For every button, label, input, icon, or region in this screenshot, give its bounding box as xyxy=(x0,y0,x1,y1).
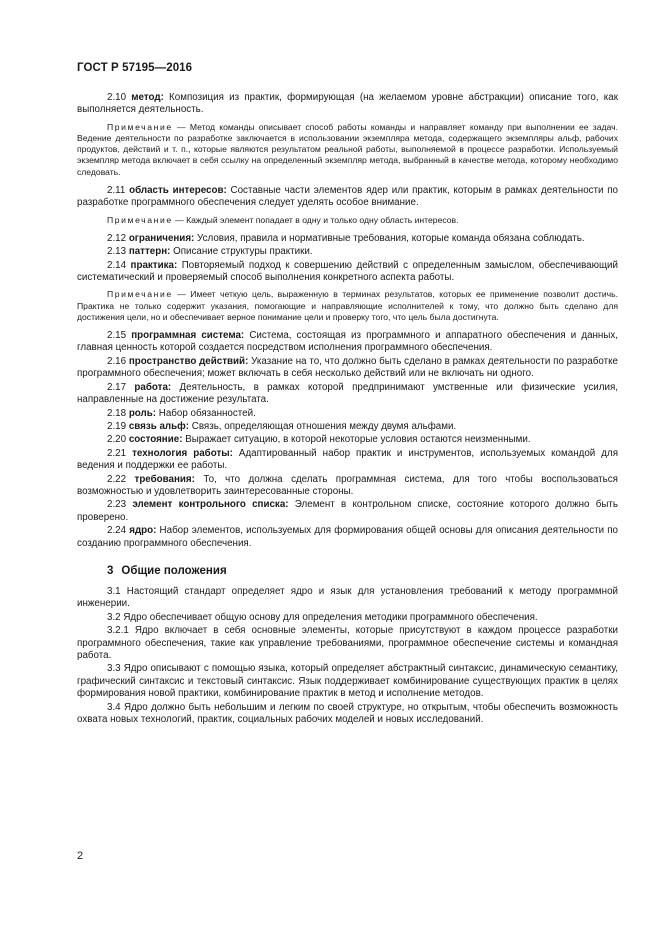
section-3-heading xyxy=(77,564,618,578)
term-2-12 xyxy=(77,233,618,245)
clause-number: 3.1 xyxy=(107,585,121,597)
note-2-10 xyxy=(77,122,618,178)
term-definition: Адаптированный набор практик и инструментов, используемых командой для ведения и поддержки ее работы. xyxy=(77,447,618,472)
term-number: 2.10 xyxy=(107,92,127,103)
section-number: 3 xyxy=(107,564,114,577)
note-label: Примечание xyxy=(107,121,173,132)
term-definition: Выражает ситуацию, в которой некоторые условия остаются неизменными. xyxy=(182,434,531,446)
term-2-16 xyxy=(77,356,618,381)
note-label: Примечание xyxy=(107,289,173,300)
term-definition: Описание структуры практики. xyxy=(170,246,313,258)
term-title: пространство действий: xyxy=(128,355,249,367)
note-2-11 xyxy=(77,215,618,226)
term-2-21 xyxy=(77,448,618,473)
clause-text: Настоящий стандарт определяет ядро и язык для установления требований к методу программной инженерии. xyxy=(77,585,618,610)
clause-3-4 xyxy=(77,702,618,727)
term-number: 2.12 xyxy=(107,232,127,244)
term-number: 2.23 xyxy=(107,499,127,511)
term-title: паттерн: xyxy=(128,246,171,258)
term-title: ограничения: xyxy=(128,232,195,244)
term-number: 2.19 xyxy=(107,420,127,432)
page-number: 2 xyxy=(77,850,84,862)
clause-number: 3.2.1 xyxy=(107,625,129,637)
term-title: связь альф: xyxy=(128,420,190,432)
note-text: — Каждый элемент попадает в одну и только одну область интересов. xyxy=(172,214,459,225)
term-definition: Условия, правила и нормативные требования, которые команда обязана соблюдать. xyxy=(194,232,585,244)
term-2-15 xyxy=(77,330,618,355)
note-label: Примечание xyxy=(107,214,173,225)
term-2-18 xyxy=(77,408,618,420)
term-title: ядро: xyxy=(129,525,157,537)
clause-3-2 xyxy=(77,612,618,624)
term-definition: Набор элементов, используемых для формирования общей основы для описания деятельности по созданию программного обеспечения. xyxy=(77,525,618,549)
term-title: работа: xyxy=(134,381,172,393)
term-2-19 xyxy=(77,421,618,433)
section-title: Общие положения xyxy=(121,564,227,577)
clause-text: Ядро должно быть небольшим и легким по своей структуре, но открытым, чтобы обеспечить возможность охвата новых технологий, практик, социальных рабочих моделей и новых исследований. xyxy=(77,701,618,726)
term-title: элемент контрольного списка: xyxy=(132,499,289,511)
term-2-13 xyxy=(77,246,618,258)
term-2-14 xyxy=(77,260,618,285)
term-title: состояние: xyxy=(128,434,183,446)
document-body xyxy=(77,92,618,727)
clause-3-2-1 xyxy=(77,625,618,662)
term-number: 2.24 xyxy=(107,525,127,537)
term-definition: Указание на то, что должно быть сделано в рамках деятельности по разработке программного обеспечения; может включать в себя несколько действий или не включать ни одного. xyxy=(77,355,618,380)
term-number: 2.11 xyxy=(107,184,126,196)
term-definition: Повторяемый подход к совершению действий с определенным замыслом, обеспечивающий систематический и проверяемый способ выполнения конкретного аспекта работы. xyxy=(77,259,618,284)
term-2-24 xyxy=(77,525,618,550)
term-2-10 xyxy=(77,92,618,117)
term-definition: То, что должна сделать программная система, для того чтобы воспользоваться возможностью и удовлетворить заинтересованные стороны. xyxy=(77,473,618,497)
term-definition: Деятельность, в рамках которой предпринимают умственные или физические усилия, направленные на достижение результата. xyxy=(77,381,618,406)
clause-text: Ядро описывают с помощью языка, который определяет абстрактный синтаксис, динамическую семантику, графический синтаксис и текстовый синтаксис. Язык поддерживает комбинирование существующих практик в целях формирования новой практики, комбинирование практик в метод и исполнение методов. xyxy=(77,663,618,700)
term-number: 2.15 xyxy=(107,330,127,342)
term-definition: Композиция из практик, формирующая (на желаемом уровне абстракции) описание того, как выполняется деятельность. xyxy=(77,92,618,116)
term-definition: Связь, определяющая отношения между двумя альфами. xyxy=(189,420,457,432)
term-2-17 xyxy=(77,382,618,407)
term-number: 2.20 xyxy=(107,434,127,446)
term-title: требования: xyxy=(134,473,195,485)
term-number: 2.18 xyxy=(107,407,127,419)
term-definition: Составные части элементов ядер или практик, которым в рамках деятельности по разработке программного обеспечения следует уделять особое внимание. xyxy=(77,184,618,209)
term-number: 2.16 xyxy=(107,355,127,367)
term-2-11 xyxy=(77,185,618,210)
term-2-22 xyxy=(77,474,618,499)
standard-header: ГОСТ Р 57195—2016 xyxy=(77,62,193,74)
term-2-23 xyxy=(77,499,618,524)
term-title: метод: xyxy=(131,92,164,103)
note-text: — Метод команды описывает способ работы команды и направляет команду при выполнении ее задач. Ведение деятельности по разработке заключается в использовании экземпляра метода, содержащего экземпляры альф, рабочих продуктов, действий и т. п., которые являются результатом реальной работы, выполняемой в процессе разработки. Используемый экземпляр метода включает в себя ссылку на определенный экземпляр метода, выбранный в качестве метода, которому необходимо следовать. xyxy=(77,121,618,177)
clause-text: Ядро обеспечивает общую основу для определения методики программного обеспечения. xyxy=(120,611,538,623)
term-title: область интересов: xyxy=(129,184,227,196)
clause-number: 3.3 xyxy=(107,663,121,675)
note-text: — Имеет четкую цель, выраженную в терминах результатов, которых ее применение позволит достичь. Практика не только содержит указания, помогающие и направляющие исполнителей к тому, что должно быть сделано для достижения цели, но и обеспечивает верное понимание цели и проверку того, что цель была достигнута. xyxy=(77,289,618,322)
term-number: 2.22 xyxy=(107,473,127,485)
note-2-14 xyxy=(77,289,618,323)
term-number: 2.14 xyxy=(107,259,127,271)
term-title: технология работы: xyxy=(132,447,233,459)
term-definition: Система, состоящая из программного и аппаратного обеспечения и данных, главная ценность которой создается посредством исполнения программного обеспечения. xyxy=(77,330,618,354)
clause-number: 3.2 xyxy=(107,611,121,623)
term-number: 2.13 xyxy=(107,246,127,258)
clause-number: 3.4 xyxy=(107,701,121,713)
term-number: 2.21 xyxy=(107,447,127,459)
term-definition: Элемент в контрольном списке, состояние которого должно быть проверено. xyxy=(77,499,618,523)
clause-text: Ядро включает в себя основные элементы, которые присутствуют в каждом процессе разработки программного обеспечения, такие как управление требованиями, программное обеспечение системы и командная работа. xyxy=(77,625,618,662)
clause-3-3 xyxy=(77,663,618,700)
clause-3-1 xyxy=(77,586,618,611)
term-number: 2.17 xyxy=(107,381,127,393)
term-title: практика: xyxy=(130,259,178,271)
term-definition: Набор обязанностей. xyxy=(156,407,256,419)
term-2-20 xyxy=(77,434,618,446)
term-title: роль: xyxy=(128,407,157,419)
term-title: программная система: xyxy=(131,330,245,342)
